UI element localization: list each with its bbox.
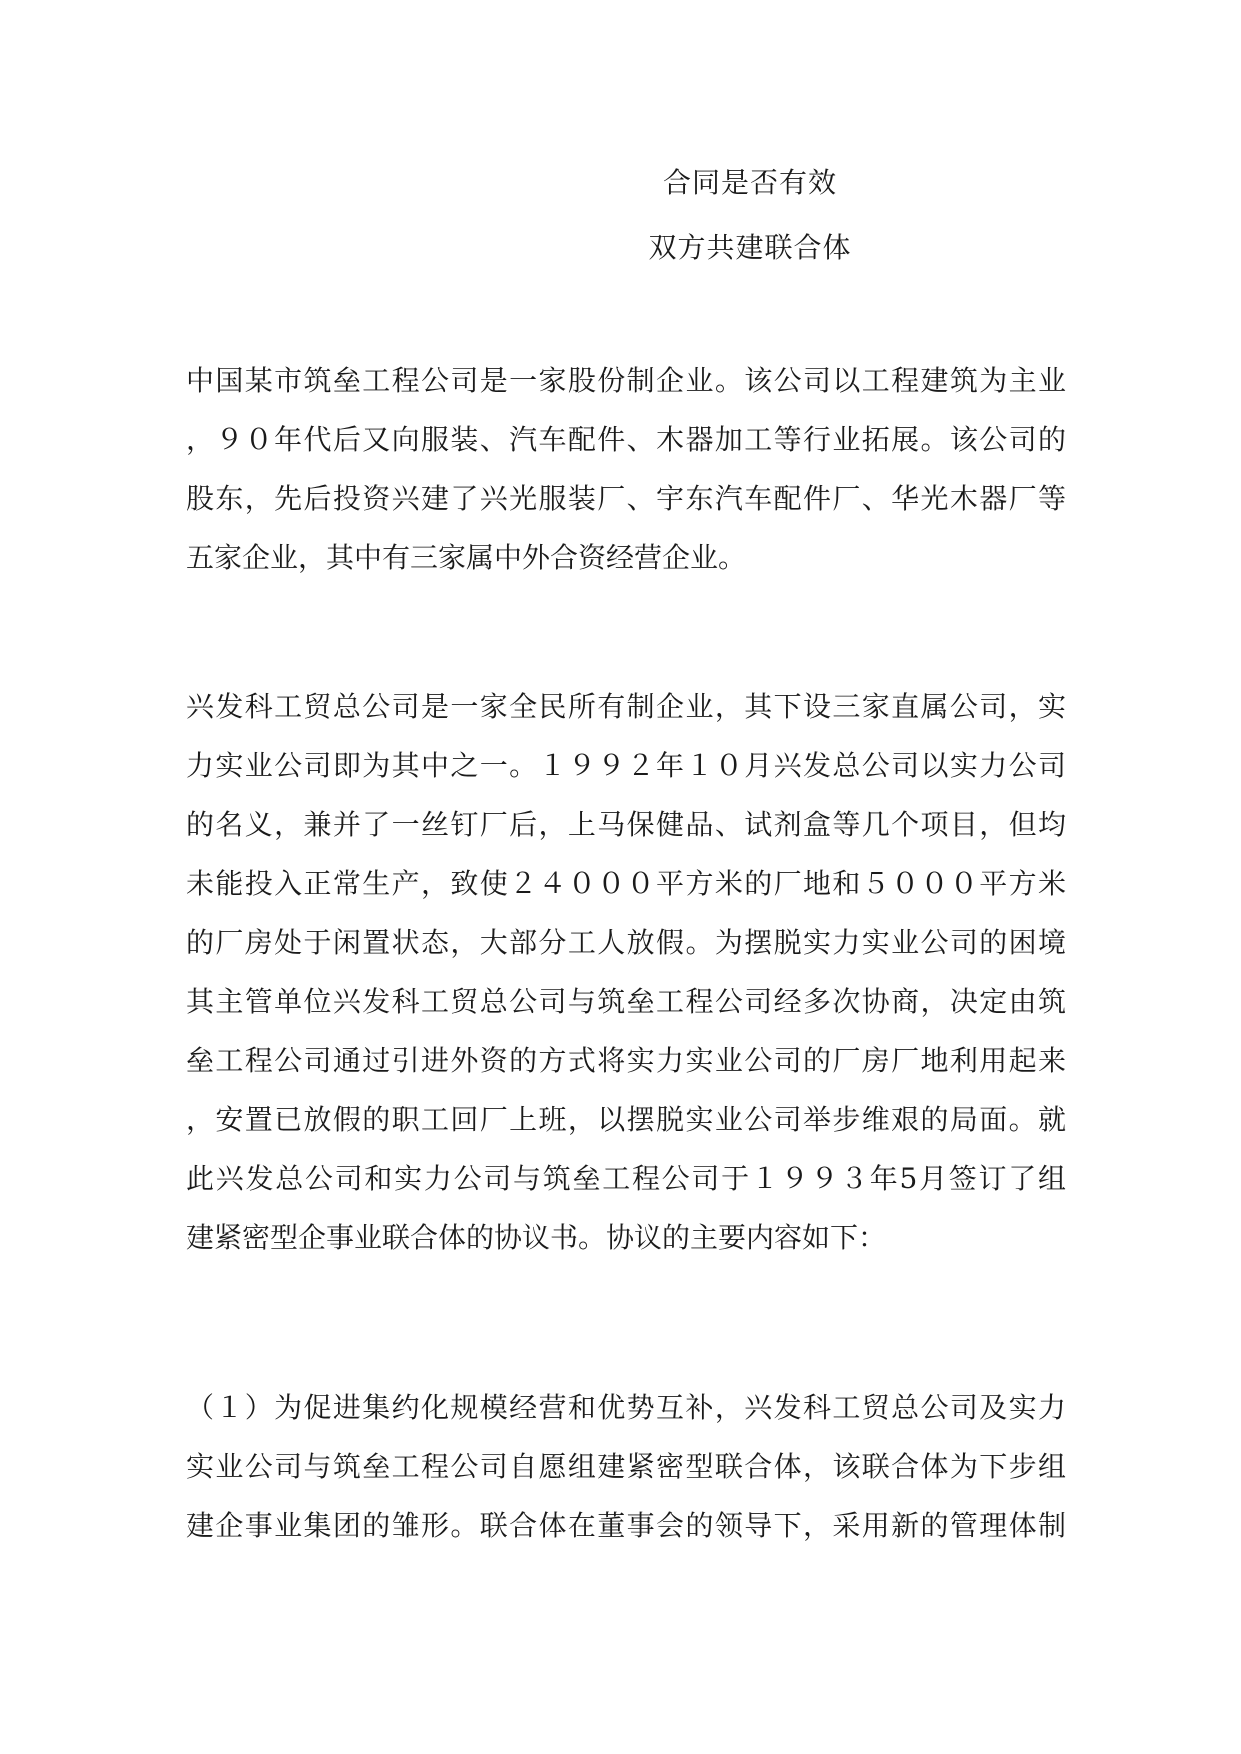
paragraph-line: 建企事业集团的雏形。联合体在董事会的领导下，采用新的管理体制 (186, 1509, 1066, 1542)
paragraph-line: 的厂房处于闲置状态，大部分工人放假。为摆脱实力实业公司的困境 (186, 926, 1066, 959)
paragraph-line: 建紧密型企事业联合体的协议书。协议的主要内容如下： (186, 1221, 887, 1254)
paragraph-line: 力实业公司即为其中之一。１９９２年１０月兴发总公司以实力公司 (186, 749, 1066, 782)
paragraph-line: 此兴发总公司和实力公司与筑垒工程公司于１９９３年5月签订了组 (186, 1162, 1066, 1195)
paragraph-line: 兴发科工贸总公司是一家全民所有制企业，其下设三家直属公司，实 (186, 690, 1066, 723)
paragraph-line: 其主管单位兴发科工贸总公司与筑垒工程公司经多次协商，决定由筑 (186, 985, 1066, 1018)
paragraph-company-intro (186, 351, 1066, 587)
paragraph-line: ，安置已放假的职工回厂上班，以摆脱实业公司举步维艰的局面。就 (186, 1103, 1066, 1136)
paragraph-line: 股东，先后投资兴建了兴光服装厂、宇东汽车配件厂、华光木器厂等 (186, 482, 1066, 515)
paragraph-line: ，９０年代后又向服装、汽车配件、木器加工等行业拓展。该公司的 (186, 423, 1066, 456)
paragraph-line: 中国某市筑垒工程公司是一家股份制企业。该公司以工程建筑为主业 (186, 364, 1066, 397)
document-subtitle: 双方共建联合体 (648, 231, 852, 264)
paragraph-line: 五家企业，其中有三家属中外合资经营企业。 (186, 541, 747, 574)
paragraph-xingfa-background (186, 677, 1066, 1267)
paragraph-line: 实业公司与筑垒工程公司自愿组建紧密型联合体，该联合体为下步组 (186, 1450, 1066, 1483)
paragraph-line: 的名义，兼并了一丝钉厂后，上马保健品、试剂盒等几个项目，但均 (186, 808, 1066, 841)
paragraph-agreement-clause-1 (186, 1378, 1066, 1555)
paragraph-line: 未能投入正常生产，致使２４０００平方米的厂地和５０００平方米 (186, 867, 1066, 900)
document-title: 合同是否有效 (662, 166, 837, 199)
paragraph-line: （１）为促进集约化规模经营和优势互补，兴发科工贸总公司及实力 (186, 1391, 1066, 1424)
paragraph-line: 垒工程公司通过引进外资的方式将实力实业公司的厂房厂地利用起来 (186, 1044, 1066, 1077)
